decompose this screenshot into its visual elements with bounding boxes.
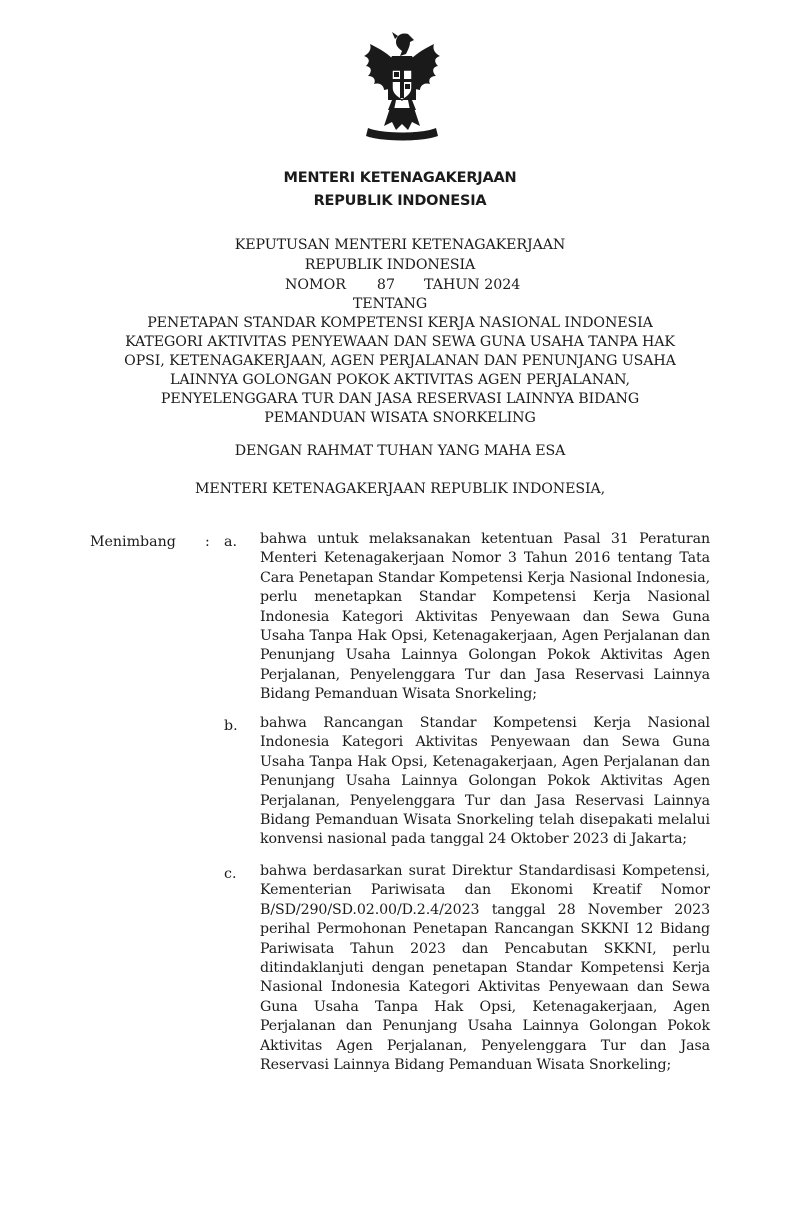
item-letter: c. (224, 866, 237, 882)
decree-title-country: REPUBLIK INDONESIA (304, 257, 476, 273)
ministry-name: MENTERI KETENAGAKERJAAN (283, 170, 517, 186)
ministry-country: REPUBLIK INDONESIA (313, 193, 487, 209)
subject-line: LAINNYA GOLONGAN POKOK AKTIVITAS AGEN PERJALANAN, (170, 372, 630, 388)
considering-item-b: bahwa Rancangan Standar Kompetensi Kerja Nasional Indonesia Kategori Aktivitas Penyewaan dan Sewa Guna Usaha Tanpa Hak Opsi, Ketenagakerjaan, Agen Perjalanan dan Penunjang Usaha Lainnya Golongan Pokok Aktivitas Agen Perjalanan, Penyelenggara Tur dan Jasa Reservasi Lainnya Bidang Pemanduan Wisata Snorkeling telah disepakati melalui konvensi nasional pada tanggal 24 Oktober 2023 di Jakarta; (260, 715, 710, 848)
considering-colon: : (205, 534, 210, 550)
nomor-label: NOMOR (285, 277, 346, 293)
item-letter: b. (224, 718, 238, 734)
garuda-pancasila-emblem-icon (358, 30, 446, 148)
item-letter: a. (224, 534, 237, 550)
considering-item-c: bahwa berdasarkan surat Direktur Standardisasi Kompetensi, Kementerian Pariwisata dan Ekonomi Kreatif Nomor B/SD/290/SD.02.00/D.2.4/2023 tanggal 28 November 2023 perihal Permohonan Penetapan Rancangan SKKNI 12 Bidang Pariwisata Tahun 2023 dan Pencabutan SKKNI, perlu ditindaklanjuti dengan penetapan Standar Kompetensi Kerja Nasional Indonesia Kategori Aktivitas Penyewaan dan Sewa Guna Usaha Tanpa Hak Opsi, Ketenagakerjaan, Agen Perjalanan dan Penunjang Usaha Lainnya Golongan Pokok Aktivitas Agen Perjalanan, Penyelenggara Tur dan Jasa Reservasi Lainnya Bidang Pemanduan Wisata Snorkeling; (260, 863, 710, 1074)
tentang-heading: TENTANG (352, 296, 428, 312)
decree-title: KEPUTUSAN MENTERI KETENAGAKERJAAN (234, 237, 566, 253)
subject-line: KATEGORI AKTIVITAS PENYEWAAN DAN SEWA GUNA USAHA TANPA HAK (125, 334, 675, 350)
subject-line: OPSI, KETENAGAKERJAAN, AGEN PERJALANAN DAN PENUNJANG USAHA (124, 353, 676, 369)
subject-line: PEMANDUAN WISATA SNORKELING (264, 410, 536, 426)
tahun-label: TAHUN 2024 (424, 277, 521, 293)
blessing-line: DENGAN RAHMAT TUHAN YANG MAHA ESA (234, 443, 566, 459)
subject-line: PENETAPAN STANDAR KOMPETENSI KERJA NASIONAL INDONESIA (147, 315, 653, 331)
considering-item-a: bahwa untuk melaksanakan ketentuan Pasal 31 Peraturan Menteri Ketenagakerjaan Nomor 3 Tahun 2016 tentang Tata Cara Penetapan Standar Kompetensi Kerja Nasional Indonesia, perlu menetapkan Standar Kompetensi Kerja Nasional Indonesia Kategori Aktivitas Penyewaan dan Sewa Guna Usaha Tanpa Hak Opsi, Ketenagakerjaan, Agen Perjalanan dan Penunjang Usaha Lainnya Golongan Pokok Aktivitas Agen Perjalanan, Penyelenggara Tur dan Jasa Reservasi Lainnya Bidang Pemanduan Wisata Snorkeling; (260, 531, 710, 703)
decree-number-row (285, 277, 520, 293)
issuer-line: MENTERI KETENAGAKERJAAN REPUBLIK INDONESIA, (194, 481, 606, 497)
considering-label: Menimbang (90, 534, 176, 550)
nomor-value: 87 (376, 277, 395, 293)
subject-line: PENYELENGGARA TUR DAN JASA RESERVASI LAINNYA BIDANG (160, 391, 640, 407)
